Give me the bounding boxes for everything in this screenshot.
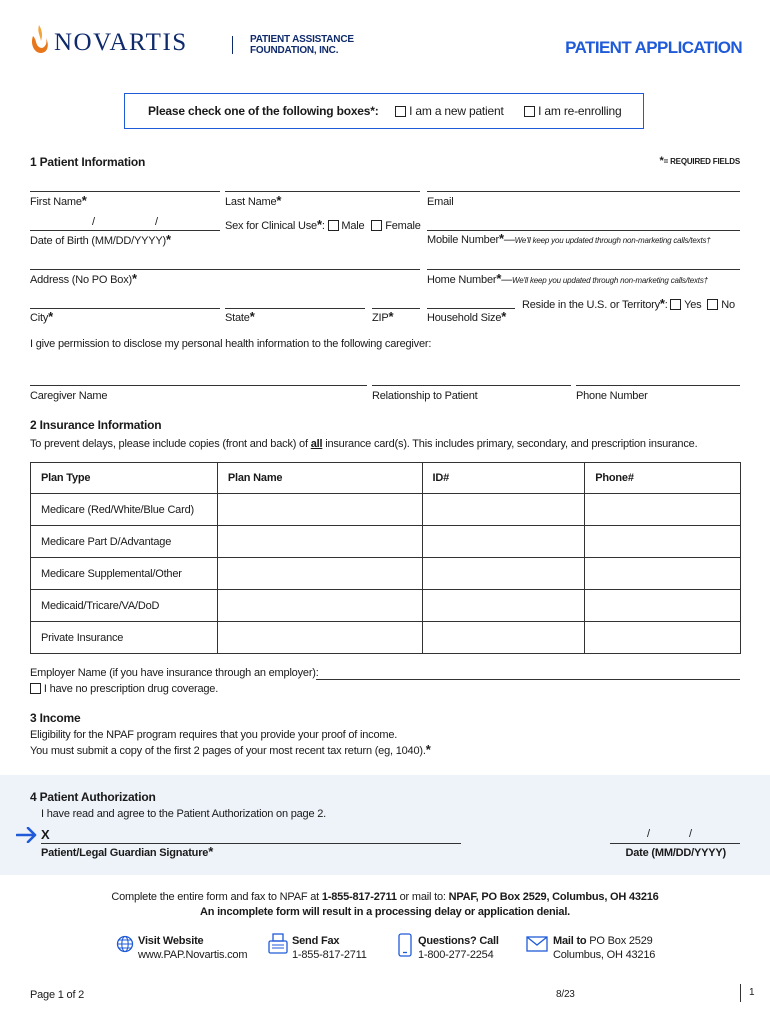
id-cell[interactable]: [422, 622, 585, 654]
section-1-title: 1 Patient Information: [30, 155, 146, 169]
page-indicator: Page 1 of 2: [30, 989, 85, 1001]
column-header: Phone#: [585, 463, 741, 494]
arrow-right-icon: [16, 827, 38, 843]
male-label: Male: [341, 220, 365, 232]
employer-label: Employer Name (if you have insurance through an employer):: [30, 667, 319, 679]
section-4-title: 4 Patient Authorization: [30, 790, 156, 804]
dob-label: Date of Birth (MM/DD/YYYY)*: [30, 232, 171, 247]
city-field[interactable]: [30, 308, 220, 309]
new-patient-checkbox[interactable]: [395, 106, 406, 117]
signature-text: Patient/Legal Guardian Signature: [41, 847, 209, 859]
enrollment-prompt: [148, 104, 379, 118]
home-number-label: Home Number*—We'll keep you updated through non-marketing calls/texts†: [427, 271, 708, 286]
insurance-intro-end: insurance card(s). This includes primary, secondary, and prescription insurance.: [322, 438, 698, 450]
date-slash-1: /: [647, 828, 650, 840]
plan-name-cell[interactable]: [217, 494, 422, 526]
plan-type-cell: Medicaid/Tricare/VA/DoD: [31, 590, 218, 622]
plan-type-cell: Medicare Supplemental/Other: [31, 558, 218, 590]
mail-line-2: Columbus, OH 43216: [553, 949, 656, 961]
household-size-text: Household Size: [427, 312, 502, 324]
table-row: [31, 622, 741, 654]
first-name-label: First Name*: [30, 193, 87, 208]
phone-cell[interactable]: [585, 494, 741, 526]
table-header-row: [31, 463, 741, 494]
mail-line-1: PO Box 2529: [589, 935, 653, 947]
plan-name-cell[interactable]: [217, 526, 422, 558]
mobile-note: We'll keep you updated through non-marketing calls/texts: [514, 236, 707, 245]
table-row: [31, 494, 741, 526]
enrollment-question: Please check one of the following boxes: [148, 104, 371, 118]
page-divider: [740, 984, 741, 1002]
section-2-title: 2 Insurance Information: [30, 418, 162, 432]
questions-number: 1-800-277-2254: [418, 949, 494, 961]
dob-field[interactable]: [30, 230, 220, 231]
mobile-phone-icon: [398, 933, 412, 957]
plan-name-cell[interactable]: [217, 558, 422, 590]
novartis-logo: [30, 24, 220, 58]
plan-type-cell: Private Insurance: [31, 622, 218, 654]
signature-date-field[interactable]: [610, 843, 740, 844]
home-number-field[interactable]: [427, 269, 740, 270]
plan-type-cell: Medicare Part D/Advantage: [31, 526, 218, 558]
income-line-1: Eligibility for the NPAF program requires that you provide your proof of income.: [30, 729, 398, 741]
required-marker: *:: [370, 104, 379, 118]
caregiver-permission: I give permission to disclose my personal health information to the following caregiver:: [30, 338, 432, 350]
signature-x: X: [41, 827, 50, 842]
last-name-text: Last Name: [225, 196, 277, 208]
website-link[interactable]: www.PAP.Novartis.com: [138, 949, 248, 961]
new-patient-label: I am a new patient: [409, 104, 504, 118]
no-coverage-label: I have no prescription drug coverage.: [43, 683, 219, 695]
state-field[interactable]: [225, 308, 365, 309]
residence-yes-checkbox[interactable]: [670, 299, 681, 310]
table-row: [31, 590, 741, 622]
last-name-label: Last Name*: [225, 193, 282, 208]
section-3-title: 3 Income: [30, 711, 81, 725]
column-header: ID#: [422, 463, 585, 494]
mobile-field[interactable]: [427, 230, 740, 231]
phone-cell[interactable]: [585, 558, 741, 590]
income-line-2-text: You must submit a copy of the first 2 pages of your most recent tax return (eg, 1040).: [30, 745, 426, 757]
insurance-intro-start: To prevent delays, please include copies (front and back) of: [30, 438, 311, 450]
page-number: 1: [749, 987, 755, 998]
globe-icon: [116, 935, 134, 953]
last-name-field[interactable]: [225, 191, 420, 192]
mobile-label: Mobile Number*—We'll keep you updated through non-marketing calls/texts†: [427, 231, 711, 246]
city-label: City*: [30, 309, 54, 324]
fax-number: 1-855-817-2711: [292, 949, 367, 961]
zip-field[interactable]: [372, 308, 420, 309]
email-field[interactable]: [427, 191, 740, 192]
caregiver-phone-field[interactable]: [576, 385, 740, 386]
household-size-label: Household Size*: [427, 309, 507, 324]
city-text: City: [30, 312, 49, 324]
dob-text: Date of Birth (MM/DD/YYYY): [30, 235, 166, 247]
foundation-name: [250, 34, 354, 56]
column-header: Plan Type: [31, 463, 218, 494]
no-coverage-checkbox[interactable]: [30, 683, 41, 694]
sex-field: Sex for Clinical Use*: Male Female: [225, 217, 421, 232]
state-text: State: [225, 312, 250, 324]
relationship-label: Relationship to Patient: [372, 390, 478, 402]
state-label: State*: [225, 309, 255, 324]
document-title: PATIENT APPLICATION: [565, 38, 742, 57]
envelope-icon: [526, 936, 548, 952]
residence-field: Reside in the U.S. or Territory*: Yes No: [522, 296, 735, 311]
dob-slash-1: /: [92, 216, 95, 228]
version-date: 8/23: [556, 989, 575, 1000]
questions-label: Questions? Call: [418, 935, 499, 947]
address-label: Address (No PO Box)*: [30, 271, 137, 286]
address-text: Address (No PO Box): [30, 274, 132, 286]
table-row: [31, 558, 741, 590]
phone-cell[interactable]: [585, 622, 741, 654]
first-name-text: First Name: [30, 196, 82, 208]
submit-text-mid: or mail to:: [396, 891, 449, 903]
signature-date-label: Date (MM/DD/YYYY): [625, 847, 726, 859]
brand-name: NOVARTIS: [54, 29, 188, 56]
phone-cell[interactable]: [585, 590, 741, 622]
id-cell[interactable]: [422, 558, 585, 590]
email-label: Email: [427, 196, 454, 208]
phone-cell[interactable]: [585, 526, 741, 558]
authorization-agree: I have read and agree to the Patient Authorization on page 2.: [41, 808, 327, 820]
fax-label: Send Fax: [292, 935, 340, 947]
signature-label: Patient/Legal Guardian Signature*: [41, 844, 214, 859]
caregiver-name-field[interactable]: [30, 385, 367, 386]
residence-label: Reside in the U.S. or Territory: [522, 299, 660, 311]
re-enrolling-label: I am re-enrolling: [538, 104, 622, 118]
relationship-field[interactable]: [372, 385, 571, 386]
female-checkbox[interactable]: [371, 220, 382, 231]
website-label: Visit Website: [138, 935, 204, 947]
zip-text: ZIP: [372, 312, 389, 324]
re-enrolling-option[interactable]: [524, 104, 621, 118]
income-line-2: You must submit a copy of the first 2 pages of your most recent tax return (eg, 1040).*: [30, 742, 431, 757]
residence-no-label: No: [721, 299, 735, 311]
id-cell[interactable]: [422, 526, 585, 558]
plan-name-cell[interactable]: [217, 590, 422, 622]
caregiver-name-label: Caregiver Name: [30, 390, 108, 402]
submission-instructions: [0, 891, 770, 903]
foundation-line-1: PATIENT ASSISTANCE: [250, 34, 354, 45]
female-label: Female: [385, 220, 421, 232]
male-checkbox[interactable]: [328, 220, 339, 231]
re-enrolling-checkbox[interactable]: [524, 106, 535, 117]
new-patient-option[interactable]: [395, 104, 504, 118]
submit-mail-address: NPAF, PO Box 2529, Columbus, OH 43216: [448, 891, 659, 903]
no-coverage-option[interactable]: [30, 683, 218, 695]
first-name-field[interactable]: [30, 191, 220, 192]
residence-no-checkbox[interactable]: [707, 299, 718, 310]
plan-type-cell: Medicare (Red/White/Blue Card): [31, 494, 218, 526]
submit-text-start: Complete the entire form and fax to NPAF at: [111, 891, 322, 903]
date-slash-2: /: [689, 828, 692, 840]
required-fields-label: = REQUIRED FIELDS: [663, 157, 740, 166]
flame-icon: [30, 24, 50, 54]
dob-slash-2: /: [155, 216, 158, 228]
submit-fax-number: 1-855-817-2711: [321, 891, 397, 903]
incomplete-warning: An incomplete form will result in a processing delay or application denial.: [199, 906, 571, 918]
required-fields-note: *= REQUIRED FIELDS: [659, 155, 740, 167]
sex-label: Sex for Clinical Use: [225, 220, 317, 232]
home-number-text: Home Number: [427, 274, 497, 286]
residence-yes-label: Yes: [684, 299, 702, 311]
signature-field[interactable]: [41, 843, 461, 844]
caregiver-phone-label: Phone Number: [576, 390, 648, 402]
table-row: [31, 526, 741, 558]
header-divider: [232, 36, 233, 54]
id-cell[interactable]: [422, 494, 585, 526]
id-cell[interactable]: [422, 590, 585, 622]
fax-icon: [268, 933, 288, 955]
insurance-intro: [30, 438, 697, 450]
foundation-line-2: FOUNDATION, INC.: [250, 45, 339, 56]
home-number-note: We'll keep you updated through non-marketing calls/texts: [512, 276, 704, 285]
zip-label: ZIP*: [372, 309, 394, 324]
mobile-text: Mobile Number: [427, 234, 499, 246]
column-header: Plan Name: [217, 463, 422, 494]
address-field[interactable]: [30, 269, 420, 270]
insurance-intro-emphasis: all: [310, 438, 323, 450]
mail-label: Mail to: [553, 935, 587, 947]
plan-name-cell[interactable]: [217, 622, 422, 654]
insurance-table: [30, 462, 741, 654]
employer-field[interactable]: [316, 679, 740, 680]
